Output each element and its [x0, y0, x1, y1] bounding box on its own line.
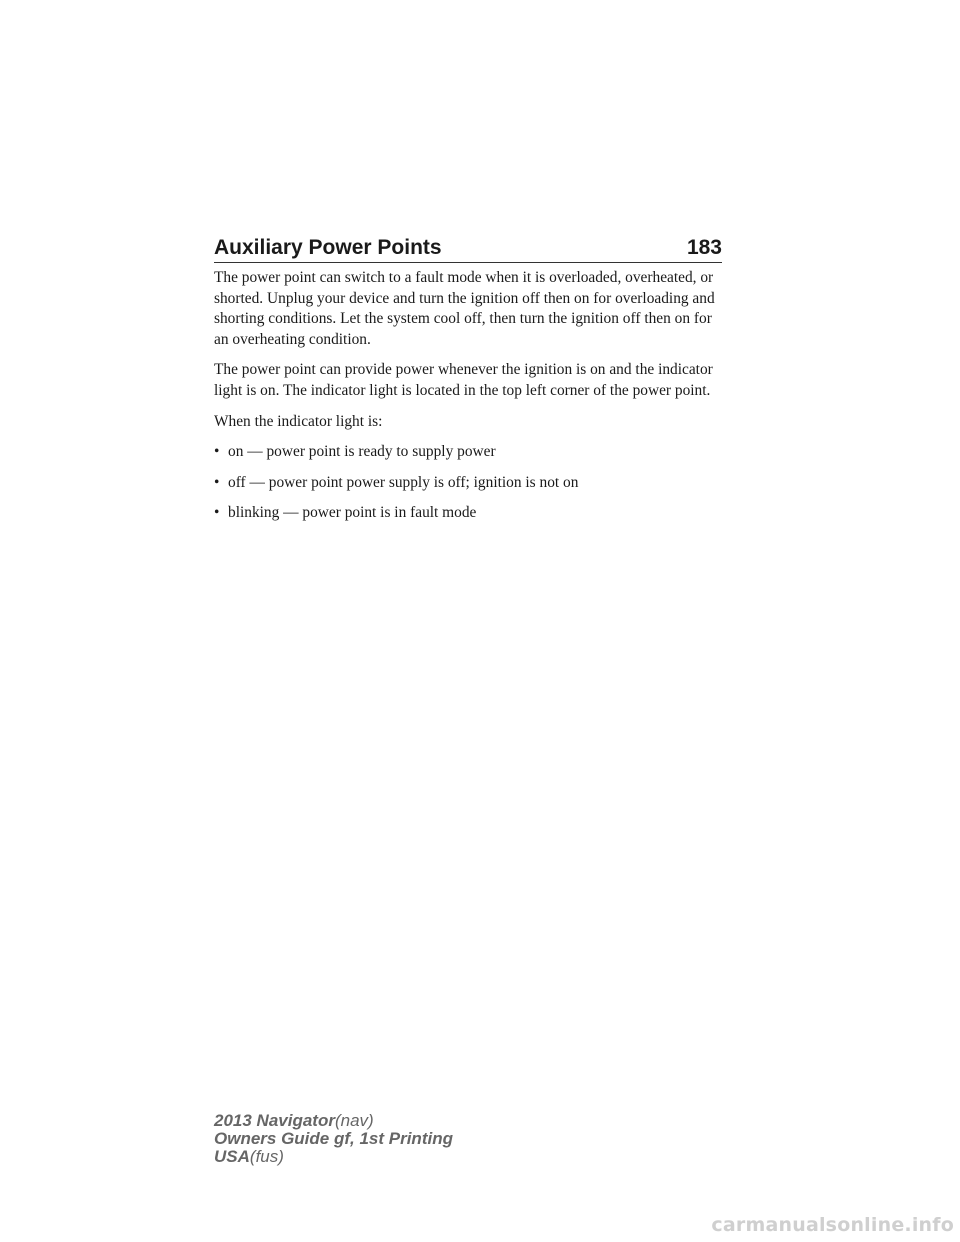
- footer-model: 2013 Navigator: [214, 1111, 335, 1130]
- header-divider: [214, 262, 722, 263]
- paragraph-power-availability: The power point can provide power whenever the ignition is on and the indicator light is on. The indicator light is located in the top left corner of the power point.: [214, 361, 713, 399]
- list-item: [214, 473, 726, 494]
- paragraph-indicator-intro: When the indicator light is:: [214, 412, 383, 430]
- list-item-text: off — power point power supply is off; ignition is not on: [228, 473, 579, 491]
- footer-model-code: (nav): [334, 1111, 374, 1130]
- footer-region: USA: [214, 1147, 250, 1166]
- page-number: 183: [686, 236, 722, 259]
- bullet-icon: •: [214, 443, 220, 461]
- list-item-text: blinking — power point is in fault mode: [228, 504, 477, 522]
- footer-region-line: [214, 1148, 453, 1166]
- footer-model-line: [214, 1112, 453, 1130]
- bullet-icon: •: [214, 504, 220, 522]
- body-content: [214, 268, 726, 534]
- page-footer: [214, 1112, 453, 1166]
- list-item: [214, 442, 726, 463]
- bullet-icon: •: [214, 473, 220, 491]
- section-title: Auxiliary Power Points: [214, 236, 442, 259]
- paragraph-fault-mode: The power point can switch to a fault mode when it is overloaded, overheated, or shorted. Unplug your device and turn the ignition off then on for overloading and shorting conditions. Let the system cool off, then turn the ignition off then on for an overheating condition.: [214, 269, 715, 348]
- watermark: carmanualsonline.info: [711, 1214, 954, 1236]
- list-item-text: on — power point is ready to supply power: [228, 443, 496, 461]
- indicator-state-list: [214, 442, 726, 524]
- footer-region-code: (fus): [249, 1147, 284, 1166]
- footer-printing-line: Owners Guide gf, 1st Printing: [214, 1129, 453, 1148]
- list-item: [214, 503, 726, 524]
